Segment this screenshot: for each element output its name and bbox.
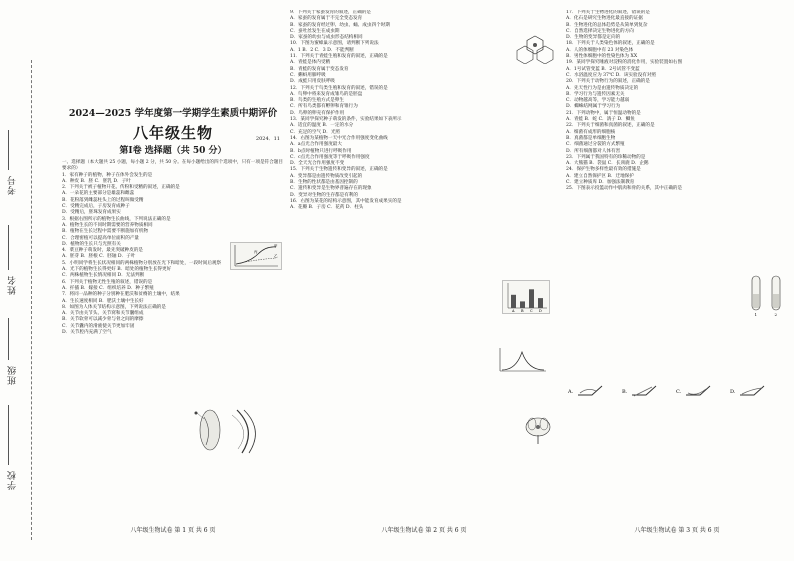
question-line: A．化石是研究生物进化最直接的证据	[566, 16, 643, 22]
arm-muscle-figure	[566, 383, 780, 399]
question-line: D．成蛙只用皮肤呼吸	[290, 79, 336, 85]
question-line: 4．菜豆种子萌发时，最先突破种皮的是	[62, 248, 144, 254]
question-line: A．一朵花的主要部分是雄蕊和雌蕊	[62, 191, 135, 197]
question-list	[566, 10, 788, 193]
margin-label-school: 学校	[8, 470, 18, 490]
question-line: A．植物生长的不同时期需要的营养物质相同	[62, 222, 153, 228]
question-line: B．生物的性状都是由基因控制的	[290, 180, 358, 186]
question-line: C．所有鸟类都有孵卵和育雏行为	[290, 104, 358, 110]
question-line: D．关节腔内充满了空气	[62, 330, 112, 336]
question-line: 20．下列关于动物行为的叙述，正确的是	[566, 79, 650, 85]
question-line: C．建立种质库 D．加强法制教育	[566, 180, 635, 186]
question-line: C．关节囊内的滑液使关节更加牢固	[62, 323, 135, 329]
question-line: 10．下图为蜜蜂巢示意图，请判断下列说法	[290, 41, 379, 47]
question-line: A．青蛙是体内受精	[290, 60, 331, 66]
question-line: D．所有细菌都对人体有害	[566, 148, 621, 154]
question-line: A．建立自然保护区 B．迁地保护	[566, 173, 634, 179]
question-line: D．变异对生物的生存都是有利的	[290, 192, 358, 198]
question-line: A．鸟卵中将来发育成雏鸟的是胚盘	[290, 91, 363, 97]
question-line: A．1号试管变蓝 B．2号试管不变蓝	[566, 66, 640, 72]
question-line: B．青蛙的发育属于变态发育	[290, 66, 349, 72]
option-figure-d	[730, 386, 764, 395]
svg-text:B.: B.	[622, 388, 628, 395]
page-column-3	[566, 10, 788, 535]
question-line: A．a点光合作用强度最大	[290, 142, 342, 148]
bar	[520, 301, 525, 308]
bar-chart-figure	[502, 280, 550, 314]
question-line: A．花瓣 B．子房 C．花药 D．柱头	[290, 205, 364, 211]
option-figure-c	[676, 386, 710, 395]
question-line: B．植物在生长过程中需要不断施加有机物	[62, 229, 149, 235]
question-line: B．花粉落到雌蕊柱头上的过程叫做受精	[62, 197, 144, 203]
question-line: B．男性体细胞中的性染色体为 XX	[566, 54, 638, 60]
question-line: B．生物进化的总体趋势是从简单到复杂	[566, 22, 648, 28]
question-line: C．c点光合作用强度等于呼吸作用强度	[290, 154, 370, 160]
exam-date: 2024．11	[255, 136, 280, 142]
question-line: 13．某同学探究种子萌发的条件，实验结果如下表所示	[290, 117, 402, 123]
question-line: A．变异都是由遗传物质改变引起的	[290, 173, 363, 179]
exam-title: 2024—2025 学年度第一学期学生素质中期评价	[68, 108, 278, 119]
question-line: 25．下图表示投篮动作中肌肉和骨的关系，其中正确的是	[566, 186, 683, 192]
question-line: A．种皮 B．胚 C．胚乳 D．子叶	[62, 178, 131, 184]
question-line: 5．小明同学将生长状况相同的两株植物分别放在光下和暗处，一段时间后观察	[62, 260, 222, 266]
question-line: C．蚕吐丝发生在成虫期	[290, 28, 340, 34]
joint-structure-figure	[182, 405, 277, 455]
question-line: B．学习行为与遗传因素无关	[566, 91, 625, 97]
margin-label-exam-number: 考号	[8, 175, 18, 195]
question-line: B．真菌都是单细胞生物	[566, 135, 616, 141]
question-line: 15．下列关于生物遗传和变异的叙述，正确的是	[290, 167, 388, 173]
question-line: B．b点时植物只进行呼吸作用	[290, 148, 352, 154]
bar	[538, 298, 543, 308]
question-line: D．生物的变异都是定向的	[566, 35, 621, 41]
page-column-1	[62, 10, 284, 535]
question-line: A．大熊猫 B．袋鼠 C．长颈鹿 D．企鹅	[566, 161, 649, 167]
question-line: A．家蚕的发育属于不完全变态发育	[290, 16, 363, 22]
question-line: 8．如图为人体关节结构示意图，下列说法正确的是	[62, 304, 166, 310]
question-line: A．青蛙 B．蛇 C．鸽子 D．鲫鱼	[566, 117, 635, 123]
margin-fill-line	[8, 405, 21, 465]
question-line: D．鸟卵的卵壳有保护作用	[290, 110, 345, 116]
question-line: C．遗传和变异是生物界普遍存在的现象	[290, 186, 372, 192]
option-figure-a	[567, 386, 602, 395]
section-instruction: 一、选择题（本大题共 25 小题，每小题 2 分，共 50 分。在每小题给出的四个选项中，只有一项是符合题目要求的）	[62, 160, 283, 172]
question-line: C．细菌通过分裂的方式繁殖	[566, 142, 625, 148]
section-title: 第Ⅰ卷 选择题（共 50 分）	[119, 146, 227, 156]
question-line: D．蜘蛛结网属于学习行为	[566, 104, 621, 110]
question-line: 11．下列关于青蛙生殖和发育的叙述，正确的是	[290, 54, 388, 60]
question-line: 1．家有种子的植物，种子在体外会发生的是	[62, 172, 153, 178]
question-line: B．关节软骨可以减少骨与骨之间的摩擦	[62, 317, 144, 323]
svg-text:D.: D.	[730, 388, 736, 395]
binding-dashed-line	[31, 60, 32, 540]
question-line: 14．右图为某植物一天中光合作用强度变化曲线	[290, 135, 388, 141]
margin-fill-line	[8, 318, 21, 360]
flower-structure-figure	[520, 415, 556, 445]
margin-fill-line	[8, 225, 21, 270]
question-line: 18．下列关于人类染色体的叙述，正确的是	[566, 41, 655, 47]
question-line: B．家蚕的发育经过卵、幼虫、蛹、成虫四个时期	[290, 22, 390, 28]
tube-label: 2	[774, 312, 778, 317]
page-footer: 八年级生物试卷 第 2 页 共 6 页	[381, 527, 467, 534]
question-line: 2．下列关于被子植物开花、传粉和受精的叙述，正确的是	[62, 185, 180, 191]
question-line: A．适宜的温度 B．一定的水分	[290, 123, 354, 129]
svg-text:C.: C.	[676, 388, 682, 395]
page-footer: 八年级生物试卷 第 1 页 共 6 页	[130, 527, 216, 534]
question-line: D．受精后，胚珠发育成果实	[62, 210, 121, 216]
question-line: 17．下列关于生物进化的叙述，错误的是	[566, 10, 650, 15]
question-line: C．自然选择决定生物进化的方向	[566, 28, 634, 34]
question-line: 9．下列关于家蚕发育的叙述，正确的是	[290, 10, 372, 15]
question-line: A．胚芽 B．胚根 C．胚轴 D．子叶	[62, 254, 136, 260]
option-figure-b	[622, 386, 656, 396]
question-line: A．生长速度相同 B．肥沃土壤中生长好	[62, 298, 144, 304]
svg-text:A.: A.	[568, 388, 574, 395]
margin-label-name: 姓名	[8, 275, 18, 295]
bar-label: B	[521, 309, 524, 313]
bar-label: C	[530, 309, 533, 313]
tube-label: 1	[754, 312, 758, 317]
question-line: A．扦插 B．嫁接 C．组织培养 D．种子繁殖	[62, 285, 154, 291]
question-line: 23．下列属于我国特有的珍稀动物的是	[566, 154, 646, 160]
page-column-2	[290, 10, 558, 535]
question-line: 12．下列关于鸟类生殖和发育的叙述，错误的是	[290, 85, 388, 91]
page-footer: 八年级生物试卷 第 3 页 共 6 页	[634, 527, 720, 534]
question-line: A．关节由关节头、关节窝和关节囊组成	[62, 311, 144, 317]
question-line: C．充足的空气 D．光照	[290, 129, 341, 135]
question-line: C．动物越高等，学习能力越弱	[566, 98, 630, 104]
question-line: C．两株植物生长情况相同 D．无法判断	[62, 273, 145, 279]
bar	[511, 295, 516, 308]
question-line: C．受精完成后，子房发育成种子	[62, 204, 130, 210]
question-line: 6．下列关于植物无性生殖的叙述，错误的是	[62, 279, 153, 285]
question-line: A．1 B．2 C．3 D．不能判断	[290, 47, 354, 53]
curve-label: 丙	[254, 250, 258, 254]
question-line: 7．将同一品种的种子分别种在肥沃和贫瘠的土壤中，结果	[62, 292, 180, 298]
question-line: D．全天光合作用强度不变	[290, 161, 345, 167]
question-line: 3．根据右图所示的植物生长曲线，下列说法正确的是	[62, 216, 171, 222]
question-line: C．水浴温度应为 37℃ D．该实验没有对照	[566, 72, 657, 78]
question-line: 19．某同学探究唾液对淀粉的消化作用，实验装置如右图	[566, 60, 683, 66]
question-line: 24．保护生物多样性最有效的措施是	[566, 167, 641, 173]
binding-margin	[0, 0, 58, 561]
bar-label: D	[539, 309, 542, 313]
question-line: 16．右图为某花的结构示意图，其中能发育成果实的是	[290, 198, 402, 204]
question-line: D．家蚕的幼虫与成虫形态结构相同	[290, 35, 363, 41]
question-line: A．细菌有成形的细胞核	[566, 129, 616, 135]
margin-fill-line	[8, 130, 21, 170]
photosynthesis-curve-figure	[496, 346, 548, 374]
question-line: B．鸟类的生殖方式是卵生	[290, 98, 344, 104]
curve-label: 乙	[274, 254, 278, 258]
question-line: D．植物的生长只与光照有关	[62, 241, 121, 247]
honeycomb-figure	[516, 32, 554, 64]
question-line: C．合理密植可以提高单位面积的产量	[62, 235, 140, 241]
question-line: A．先天性行为是由遗传物质决定的	[566, 85, 639, 91]
question-line: A．人的体细胞中有 23 对染色体	[566, 47, 634, 53]
curve-label: 甲	[274, 244, 278, 248]
exam-subject: 八年级生物	[132, 124, 213, 142]
growth-curve-figure	[230, 242, 282, 270]
question-line: C．蝌蚪用肺呼吸	[290, 72, 326, 78]
question-line: 22．下列关于细菌和真菌的叙述，正确的是	[566, 123, 655, 129]
question-line: 21．下列动物中，属于恒温动物的是	[566, 110, 641, 116]
bar	[529, 289, 534, 308]
question-line: A．光下的植物生长得更好 B．暗处的植物生长得更好	[62, 267, 172, 273]
bar-label: A	[512, 309, 515, 313]
margin-label-class: 班级	[8, 365, 18, 385]
test-tube-figure	[746, 272, 786, 318]
